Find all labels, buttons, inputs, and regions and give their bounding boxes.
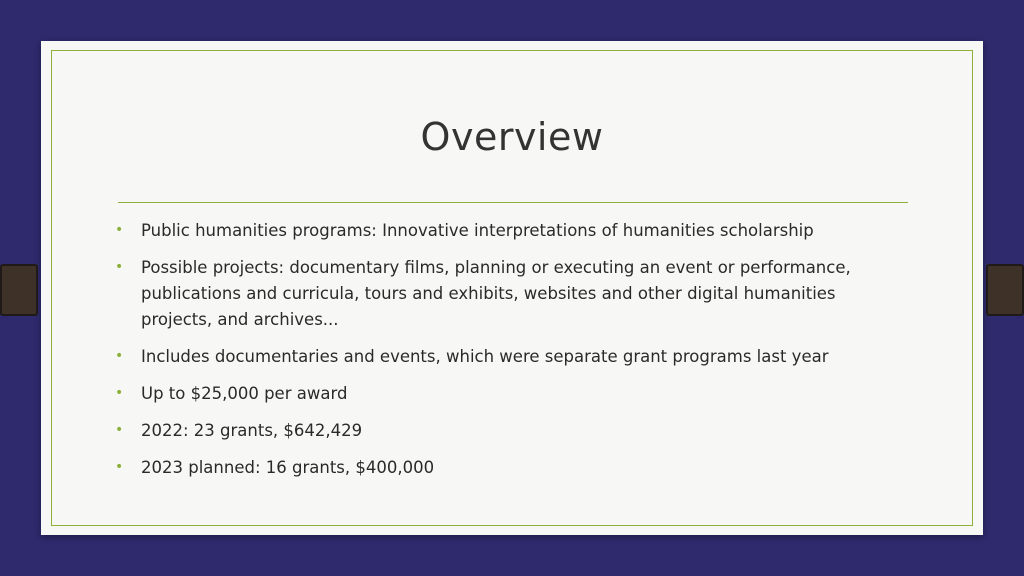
bullet-dot-icon: •: [115, 222, 124, 238]
bullet-item: [114, 255, 874, 333]
bullet-dot-icon: •: [115, 348, 124, 364]
bullet-item: [114, 418, 874, 444]
title-divider: [118, 202, 908, 203]
bullet-item: [114, 218, 874, 244]
bullet-dot-icon: •: [115, 422, 124, 438]
bullet-text: Up to $25,000 per award: [141, 384, 348, 403]
bullet-item: [114, 381, 874, 407]
bullet-text: Possible projects: documentary films, planning or executing an event or performance, publications and curricula, tours and exhibits, websites and other digital humanities projects, and archives...: [141, 258, 851, 329]
bullet-list: [114, 218, 874, 492]
bullet-text: Includes documentaries and events, which were separate grant programs last year: [141, 347, 829, 366]
right-edge-tab: [986, 264, 1024, 316]
bullet-text: 2023 planned: 16 grants, $400,000: [141, 458, 435, 477]
bullet-text: Public humanities programs: Innovative interpretations of humanities scholarship: [141, 221, 814, 240]
slide-title: Overview: [420, 115, 604, 159]
bullet-dot-icon: •: [115, 259, 124, 275]
bullet-dot-icon: •: [115, 385, 124, 401]
bullet-text: 2022: 23 grants, $642,429: [141, 421, 363, 440]
bullet-item: [114, 344, 874, 370]
bullet-item: [114, 455, 874, 481]
left-edge-tab: [0, 264, 38, 316]
bullet-dot-icon: •: [115, 459, 124, 475]
